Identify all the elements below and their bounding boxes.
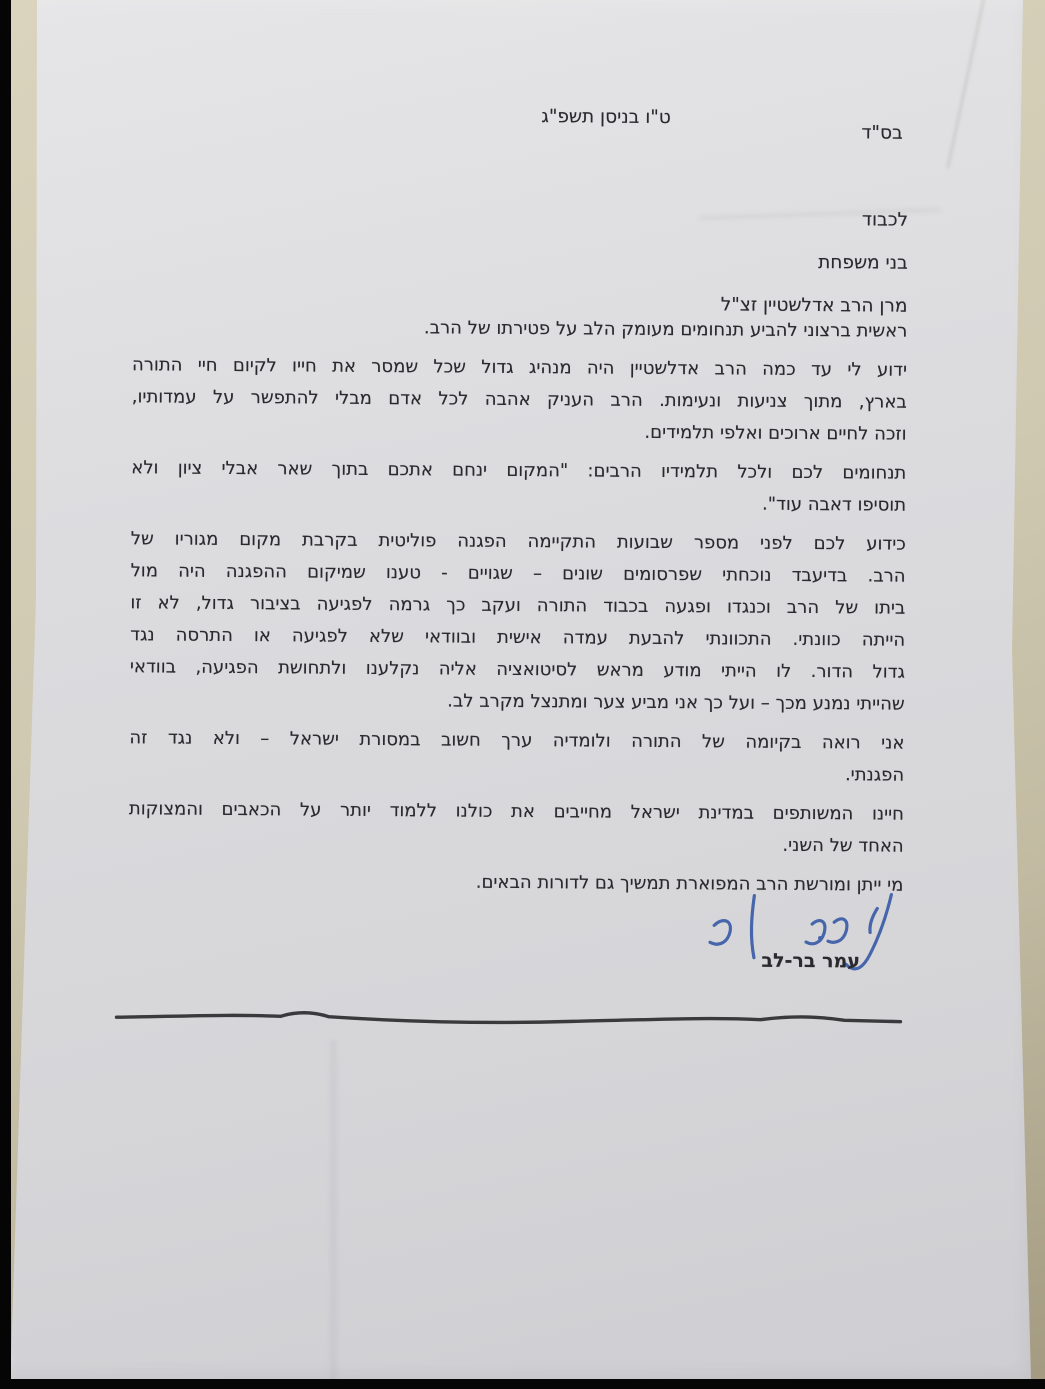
signatory-name: עמר בר-לב <box>761 949 860 973</box>
body-line: מי ייתן ומורשת הרב המפוארת תמשיך גם לדורות הבאים. <box>475 871 904 896</box>
body-line: כידוע לכם לפני מספר שבועות התקיימה הפגנה פוליטית בקרבת מקום מגוריו של <box>130 528 906 555</box>
body-line: תוסיפו דאבה עוד". <box>761 493 907 516</box>
besd-mark: בס"ד <box>861 122 903 144</box>
photo-edge-left <box>0 0 11 1389</box>
body-line: הפגנתי. <box>844 764 905 786</box>
body-line: ידוע לי עד כמה הרב אדלשטיין היה מנהיג גדול שכל שמסר את חייו לקיום חיי התורה <box>131 354 908 381</box>
paragraph <box>131 349 907 450</box>
body-line: שהייתי נמנע מכך – ועל כך אני מביע צער ומתנצל מקרב לב. <box>447 690 905 715</box>
body-line: תנחומים לכם ולכל תלמידיו הרבים: "המקום ינחם אתכם בתוך שאר אבלי ציון ולא <box>131 457 907 484</box>
letter-header <box>134 101 909 146</box>
body-line: אני רואה בקיומה של התורה ולומדיה ערך חשוב במסורת ישראל – ולא נגד זה <box>129 727 905 754</box>
body-line: בארץ, מתוך צניעות ונעימות. הרב העניק אהבה לכל אדם מבלי להתפשר על עמדותיו, <box>131 386 907 413</box>
paragraph <box>130 523 906 720</box>
paragraph <box>129 722 904 791</box>
body-line: חיינו המשותפים במדינת ישראל מחייבים את כולנו ללמוד יותר על הכאבים והמצוקות <box>128 798 905 825</box>
paragraph <box>131 452 906 521</box>
body-line: האחד של השני. <box>782 834 904 857</box>
letter-body <box>128 310 907 908</box>
body-line: וזכה לחיים ארוכים ואלפי תלמידים. <box>644 421 907 445</box>
hebrew-date: ט"ו בניסן תשפ"ג <box>541 106 671 129</box>
body-line: הרב. בדיעבד נוכחתי שפרסומים שונים – שגויים - טענו שמיקום ההפגנה היה מול <box>130 560 906 587</box>
photo-edge-bottom <box>0 1379 1045 1389</box>
body-line: הייתה כוונתי. התכוונתי להבעת עמדה אישית ובוודאי שלא לפגיעה או התרסה נגד <box>130 624 906 651</box>
bottom-rule-line <box>112 1007 904 1031</box>
paragraph <box>132 310 907 347</box>
recipient-line: בני משפחת <box>818 252 908 274</box>
body-line: ראשית ברצוני להביע תנחומים מעומק הלב על פטירתו של הרב. <box>423 317 908 342</box>
recipient-line: מרן הרב אדלשטיין זצ"ל <box>720 294 908 317</box>
paragraph <box>129 793 904 862</box>
body-line: גדול הדור. לו הייתי מודע מראש לסיטואציה אליה נקלענו ולתחושת הפגיעה, בוודאי <box>129 656 905 683</box>
body-line: ביתו של הרב וכנגדו ופגעה בכבוד התורה ועקב כך גרמה לפגיעה בציבור גדול, לא זו <box>130 592 906 619</box>
recipient-block <box>132 193 908 327</box>
recipient-line: לכבוד <box>861 209 909 231</box>
